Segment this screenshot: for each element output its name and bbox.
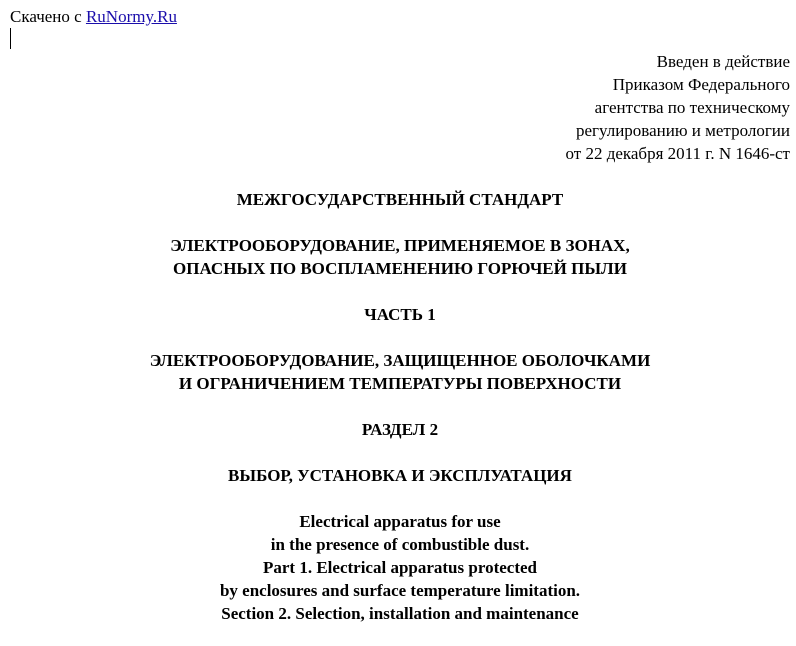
main-title-line: ЭЛЕКТРООБОРУДОВАНИЕ, ПРИМЕНЯЕМОЕ В ЗОНАХ,: [170, 236, 630, 255]
approval-line: агентства по техническому: [594, 98, 790, 117]
english-title: [0, 510, 796, 625]
approval-line: регулированию и метрологии: [575, 121, 790, 140]
english-title-line: Part 1. Electrical apparatus protected: [263, 558, 537, 577]
part-heading: [0, 303, 796, 326]
standard-type-text: МЕЖГОСУДАРСТВЕННЫЙ СТАНДАРТ: [236, 190, 564, 209]
english-title-line: in the presence of combustible dust.: [270, 535, 530, 554]
text-cursor: [10, 28, 11, 49]
part-title: [0, 349, 796, 395]
download-source-prefix: Скачено с: [10, 7, 86, 26]
part-title-line: ЭЛЕКТРООБОРУДОВАНИЕ, ЗАЩИЩЕННОЕ ОБОЛОЧКАМИ: [149, 351, 651, 370]
main-title: [0, 234, 796, 280]
approval-block: [565, 50, 790, 165]
main-title-line: ОПАСНЫХ ПО ВОСПЛАМЕНЕНИЮ ГОРЮЧЕЙ ПЫЛИ: [173, 259, 627, 278]
part-text: ЧАСТЬ 1: [364, 305, 436, 324]
approval-line: Приказом Федерального: [612, 75, 790, 94]
standard-type-heading: [0, 188, 796, 211]
section-heading: [0, 418, 796, 441]
english-title-line: by enclosures and surface temperature limitation.: [219, 581, 581, 600]
runormy-link[interactable]: RuNormy.Ru: [85, 7, 177, 26]
english-title-line: Section 2. Selection, installation and maintenance: [221, 604, 579, 623]
section-text: РАЗДЕЛ 2: [361, 420, 439, 439]
section-title-text: ВЫБОР, УСТАНОВКА И ЭКСПЛУАТАЦИЯ: [228, 466, 572, 485]
approval-line: от 22 декабря 2011 г. N 1646-ст: [565, 144, 790, 163]
download-source-line: [10, 5, 177, 28]
section-title: [0, 464, 796, 487]
approval-line: Введен в действие: [656, 52, 790, 71]
part-title-line: И ОГРАНИЧЕНИЕМ ТЕМПЕРАТУРЫ ПОВЕРХНОСТИ: [178, 374, 622, 393]
english-title-line: Electrical apparatus for use: [299, 512, 501, 531]
